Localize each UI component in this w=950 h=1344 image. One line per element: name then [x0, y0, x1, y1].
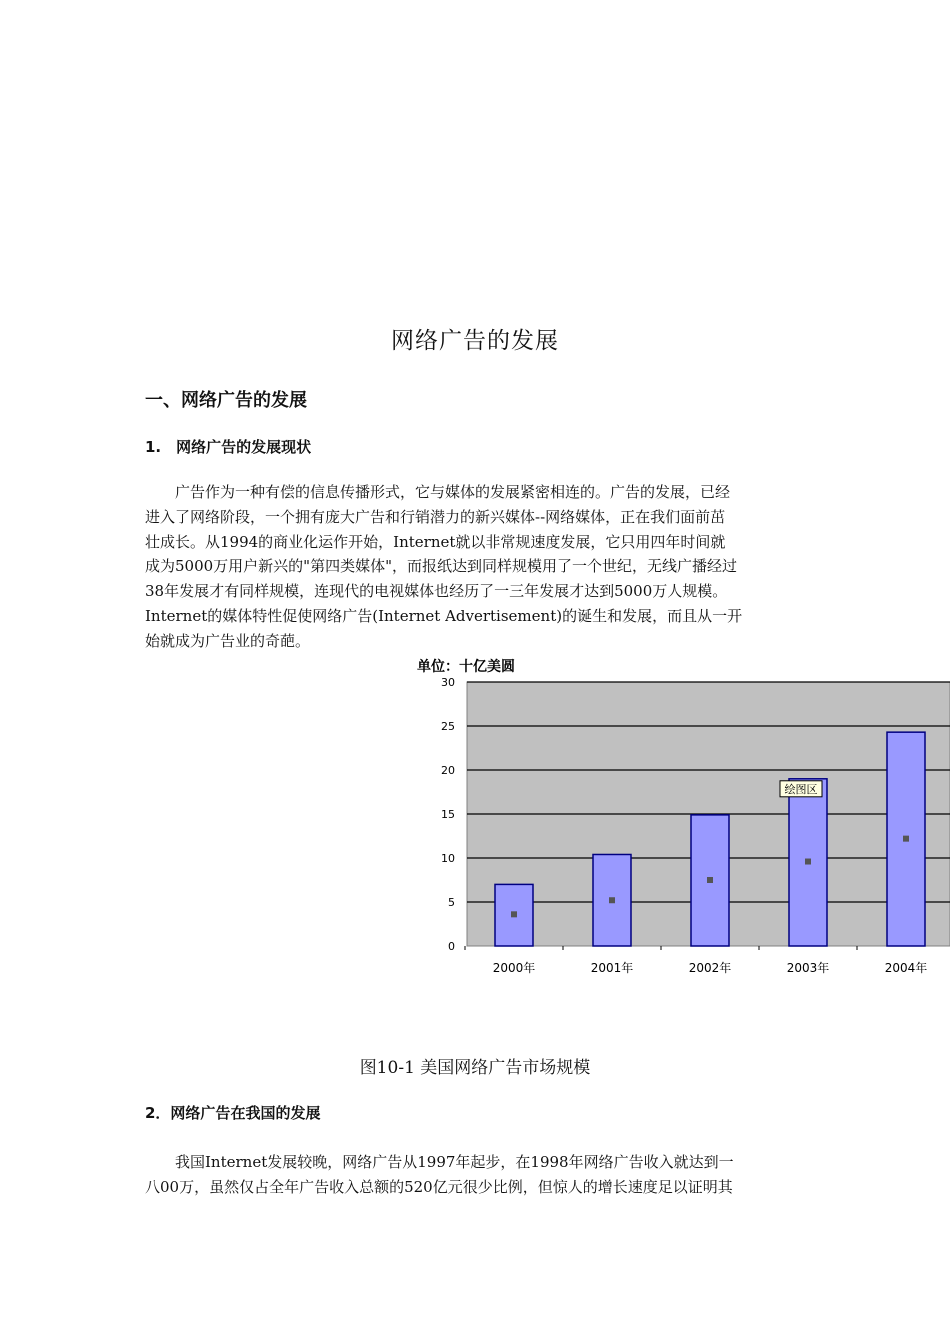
paragraph-line: Internet的媒体特性促使网络广告(Internet Advertisement)的诞生和发展，而且从一开	[145, 606, 743, 625]
paragraph-line: 我国Internet发展较晚，网络广告从1997年起步，在1998年网络广告收入就达到一	[145, 1153, 734, 1171]
paragraph-line: 壮成长。从1994的商业化运作开始，Internet就以非常规速度发展，它只用四年时间就	[145, 532, 726, 551]
paragraph-line: 进入了网络阶段，一个拥有庞大广告和行销潜力的新兴媒体--网络媒体，正在我们面前茁	[145, 507, 726, 526]
y-tick-label: 25	[441, 720, 455, 733]
market-size-chart	[415, 652, 950, 987]
y-tick-label: 10	[441, 852, 455, 865]
data-point-marker	[609, 897, 615, 903]
x-tick-label: 2001年	[590, 961, 634, 975]
section-heading: 一、网络广告的发展	[145, 390, 307, 411]
y-tick-label: 20	[441, 764, 455, 777]
y-tick-label: 5	[448, 896, 455, 909]
subsection-heading-1: 1. 网络广告的发展现状	[145, 438, 312, 456]
chart-title: 单位：十亿美圆	[417, 659, 515, 675]
paragraph-line: 38年发展才有同样规模，连现代的电视媒体也经历了一三年发展才达到5000万人规模。	[145, 582, 728, 601]
paragraph-1	[145, 480, 810, 654]
paragraph-line: 八00万，虽然仅占全年广告收入总额的520亿元很少比例，但惊人的增长速度足以证明其	[145, 1177, 733, 1196]
data-point-marker	[805, 859, 811, 865]
y-tick-label: 15	[441, 808, 455, 821]
x-tick-label: 2004年	[884, 961, 928, 975]
page-title: 网络广告的发展	[391, 328, 559, 354]
annotation-label: 绘图区	[784, 782, 818, 796]
y-tick-label: 30	[441, 676, 455, 689]
figure-caption: 图10-1 美国网络广告市场规模	[359, 1058, 591, 1078]
data-point-marker	[903, 836, 909, 842]
y-tick-label: 0	[448, 940, 455, 953]
x-tick-label: 2002年	[688, 961, 732, 975]
paragraph-2	[145, 1150, 810, 1200]
data-point-marker	[511, 911, 517, 917]
data-point-marker	[707, 877, 713, 883]
paragraph-line: 始就成为广告业的奇葩。	[145, 631, 311, 650]
x-tick-label: 2003年	[786, 961, 830, 975]
paragraph-line: 成为5000万用户新兴的"第四类媒体"，而报纸达到同样规模用了一个世纪，无线广播经过	[145, 557, 737, 576]
subsection-heading-2: 2．网络广告在我国的发展	[145, 1104, 321, 1122]
x-tick-label: 2000年	[492, 961, 536, 975]
paragraph-line: 广告作为一种有偿的信息传播形式，它与媒体的发展紧密相连的。广告的发展，已经	[145, 483, 731, 501]
